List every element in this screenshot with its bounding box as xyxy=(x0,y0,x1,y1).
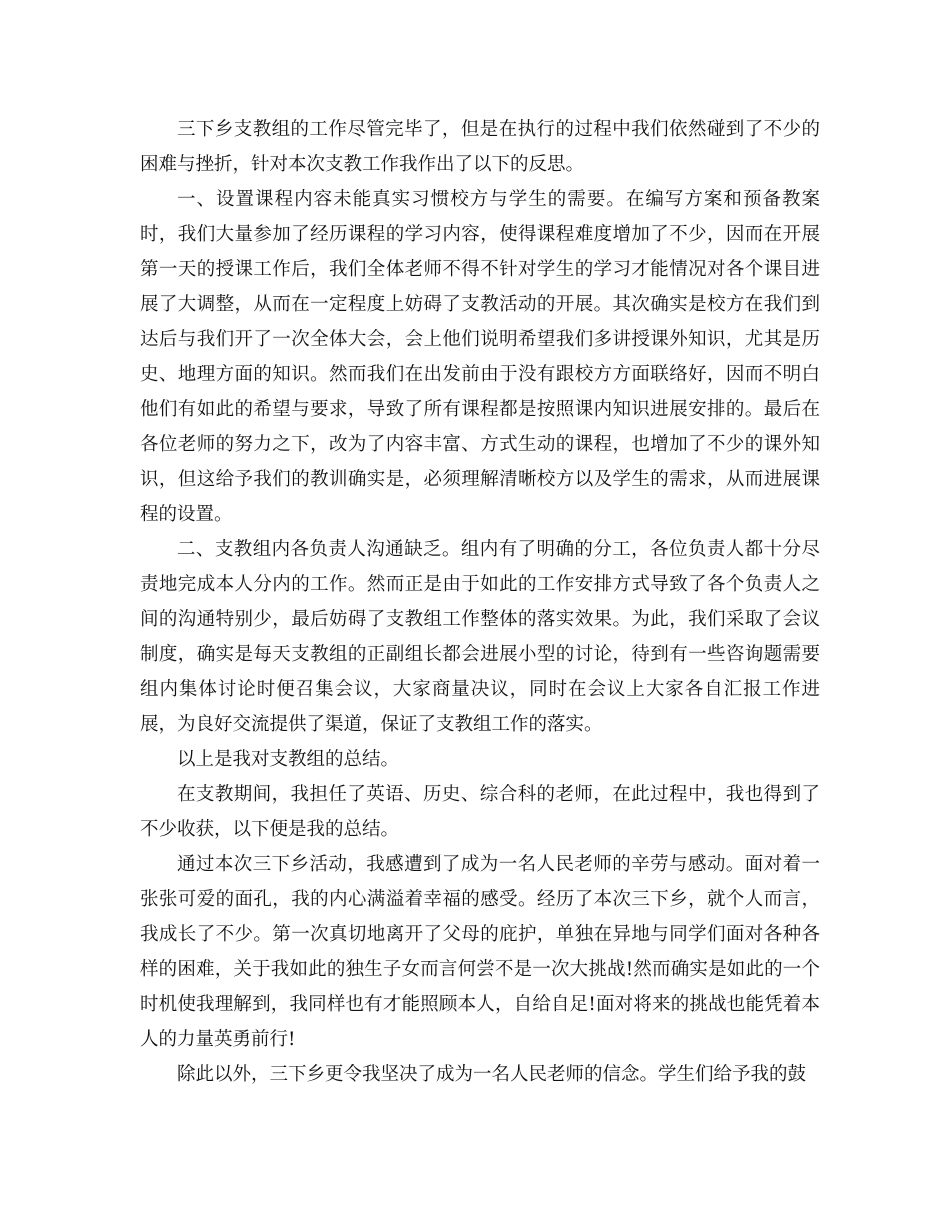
paragraph-3: 二、支教组内各负责人沟通缺乏。组内有了明确的分工，各位负责人都十分尽责地完成本人分内的工作。然而正是由于如此的工作安排方式导致了各个负责人之间的沟通特别少，最后妨碍了支教组工作整体的落实效果。为此，我们采取了会议制度，确实是每天支教组的正副组长都会进展小型的讨论，待到有一些咨询题需要组内集体讨论时便召集会议，大家商量决议，同时在会议上大家各自汇报工作进展，为良好交流提供了渠道，保证了支教组工作的落实。 xyxy=(140,539,820,735)
paragraph-6: 通过本次三下乡活动，我感遭到了成为一名人民老师的辛劳与感动。面对着一张张可爱的面孔，我的内心满溢着幸福的感受。经历了本次三下乡，就个人而言，我成长了不少。第一次真切地离开了父母的庇护，单独在异地与同学们面对各种各样的困难，关于我如此的独生子女而言何尝不是一次大挑战!然而确实是如此的一个时机使我理解到，我同样也有才能照顾本人，自给自足!面对将来的挑战也能凭着本人的力量英勇前行! xyxy=(140,854,820,1050)
paragraph-1: 三下乡支教组的工作尽管完毕了，但是在执行的过程中我们依然碰到了不少的困难与挫折，针对本次支教工作我作出了以下的反思。 xyxy=(140,119,820,175)
paragraph-7: 除此以外，三下乡更令我坚决了成为一名人民老师的信念。学生们给予我的鼓 xyxy=(177,1064,807,1085)
paragraph-4: 以上是我对支教组的总结。 xyxy=(177,749,400,770)
paragraph-5: 在支教期间，我担任了英语、历史、综合科的老师，在此过程中，我也得到了不少收获，以下便是我的总结。 xyxy=(140,784,820,840)
paragraph-2: 一、设置课程内容未能真实习惯校方与学生的需要。在编写方案和预备教案时，我们大量参加了经历课程的学习内容，使得课程难度增加了不少，因而在开展第一天的授课工作后，我们全体老师不得不针对学生的学习才能情况对各个课目进展了大调整，从而在一定程度上妨碍了支教活动的开展。其次确实是校方在我们到达后与我们开了一次全体大会，会上他们说明希望我们多讲授课外知识，尤其是历史、地理方面的知识。然而我们在出发前由于没有跟校方方面联络好，因而不明白他们有如此的希望与要求，导致了所有课程都是按照课内知识进展安排的。最后在各位老师的努力之下，改为了内容丰富、方式生动的课程，也增加了不少的课外知识，但这给予我们的教训确实是，必须理解清晰校方以及学生的需求，从而进展课程的设置。 xyxy=(140,189,820,525)
document-body xyxy=(140,112,820,1092)
